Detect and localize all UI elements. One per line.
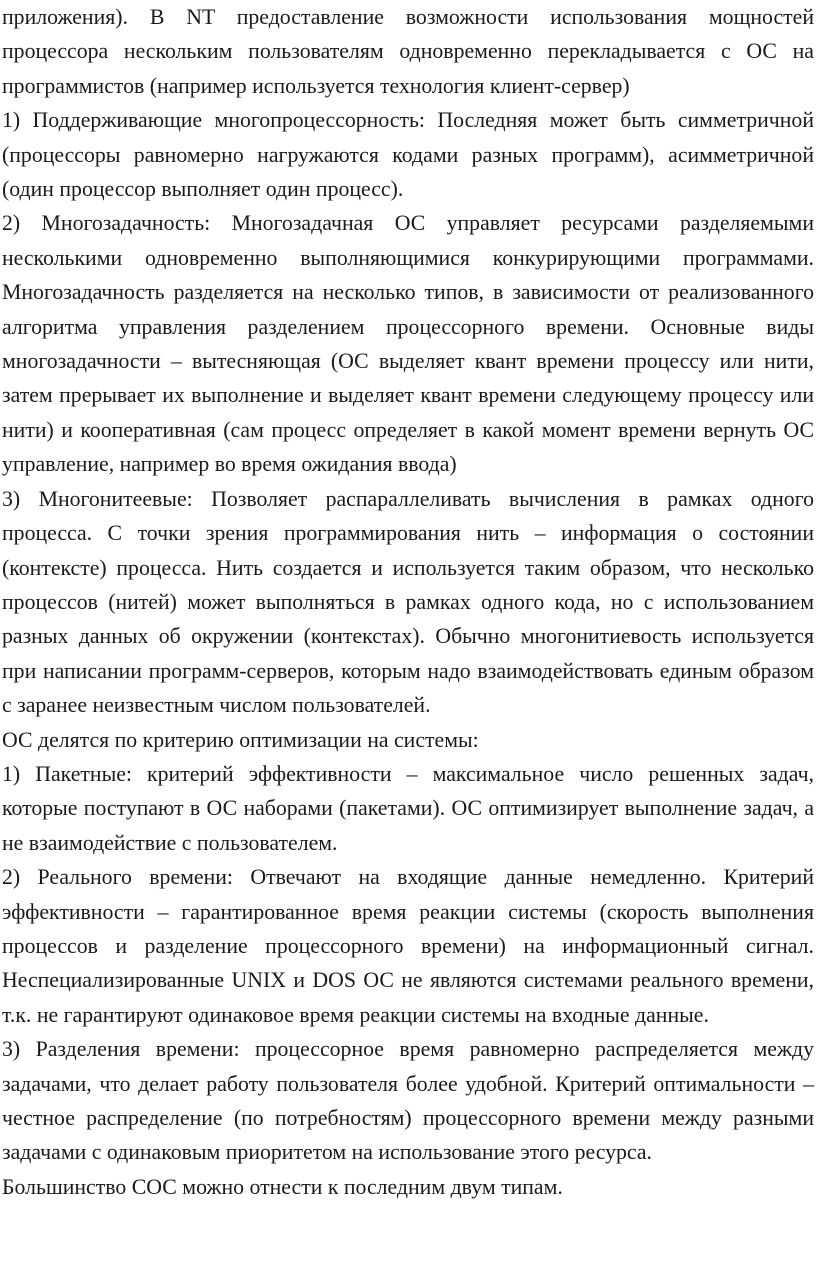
paragraph-optimization-criteria: ОС делятся по критерию оптимизации на системы: [2, 727, 479, 752]
paragraph-nt-intro: приложения). В NT предоставление возможности использования мощностей процессора нескольким пользователям одновременно перекладывается с ОС на программистов (например используется технология клиент-сервер) [2, 5, 814, 98]
paragraph-batch-systems: 1) Пакетные: критерий эффективности – максимальное число решенных задач, которые поступают в ОС наборами (пакетами). ОС оптимизирует выполнение задач, а не взаимодействие с пользователем. [2, 761, 814, 855]
paragraph-multithreading: 3) Многонитеевые: Позволяет распараллеливать вычисления в рамках одного процесса. С точки зрения программирования нить – информация о состоянии (контексте) процесса. Нить создается и используется таким образом, что несколько процессов (нитей) может выполняться в рамках одного кода, но с использованием разных данных об окружении (контекстах). Обычно многонитиевость используется при написании программ-серверов, которым надо взаимодействовать единым образом с заранее неизвестным числом пользователей. [2, 486, 814, 718]
paragraph-conclusion: Большинство СОС можно отнести к последним двум типам. [2, 1174, 563, 1199]
paragraph-timesharing-systems: 3) Разделения времени: процессорное время равномерно распределяется между задачами, что делает работу пользователя более удобной. Критерий оптимальности – честное распределение (по потребностям) процессорного времени между разными задачами с одинаковым приоритетом на использование этого ресурса. [2, 1037, 814, 1165]
paragraph-multitasking: 2) Многозадачность: Многозадачная ОС управляет ресурсами разделяемыми несколькими одновременно выполняющимися конкурирующими программами. Многозадачность разделяется на несколько типов, в зависимости от реализованного алгоритма управления разделением процессорного времени. Основные виды многозадачности – вытесняющая (ОС выделяет квант времени процессу или нити, затем прерывает их выполнение и выделяет квант времени следующему процессу или нити) и кооперативная (сам процесс определяет в какой момент времени вернуть ОС управление, например во время ожидания ввода) [2, 211, 814, 477]
paragraph-multiprocessing: 1) Поддерживающие многопроцессорность: Последняя может быть симметричной (процессоры равномерно нагружаются кодами разных программ), асимметричной (один процессор выполняет один процесс). [2, 108, 814, 202]
paragraph-realtime-systems: 2) Реального времени: Отвечают на входящие данные немедленно. Критерий эффективности – гарантированное время реакции системы (скорость выполнения процессов и разделение процессорного времени) на информационный сигнал. Неспециализированные UNIX и DOS ОС не являются системами реального времени, т.к. не гарантируют одинаковое время реакции системы на входные данные. [2, 865, 814, 1027]
